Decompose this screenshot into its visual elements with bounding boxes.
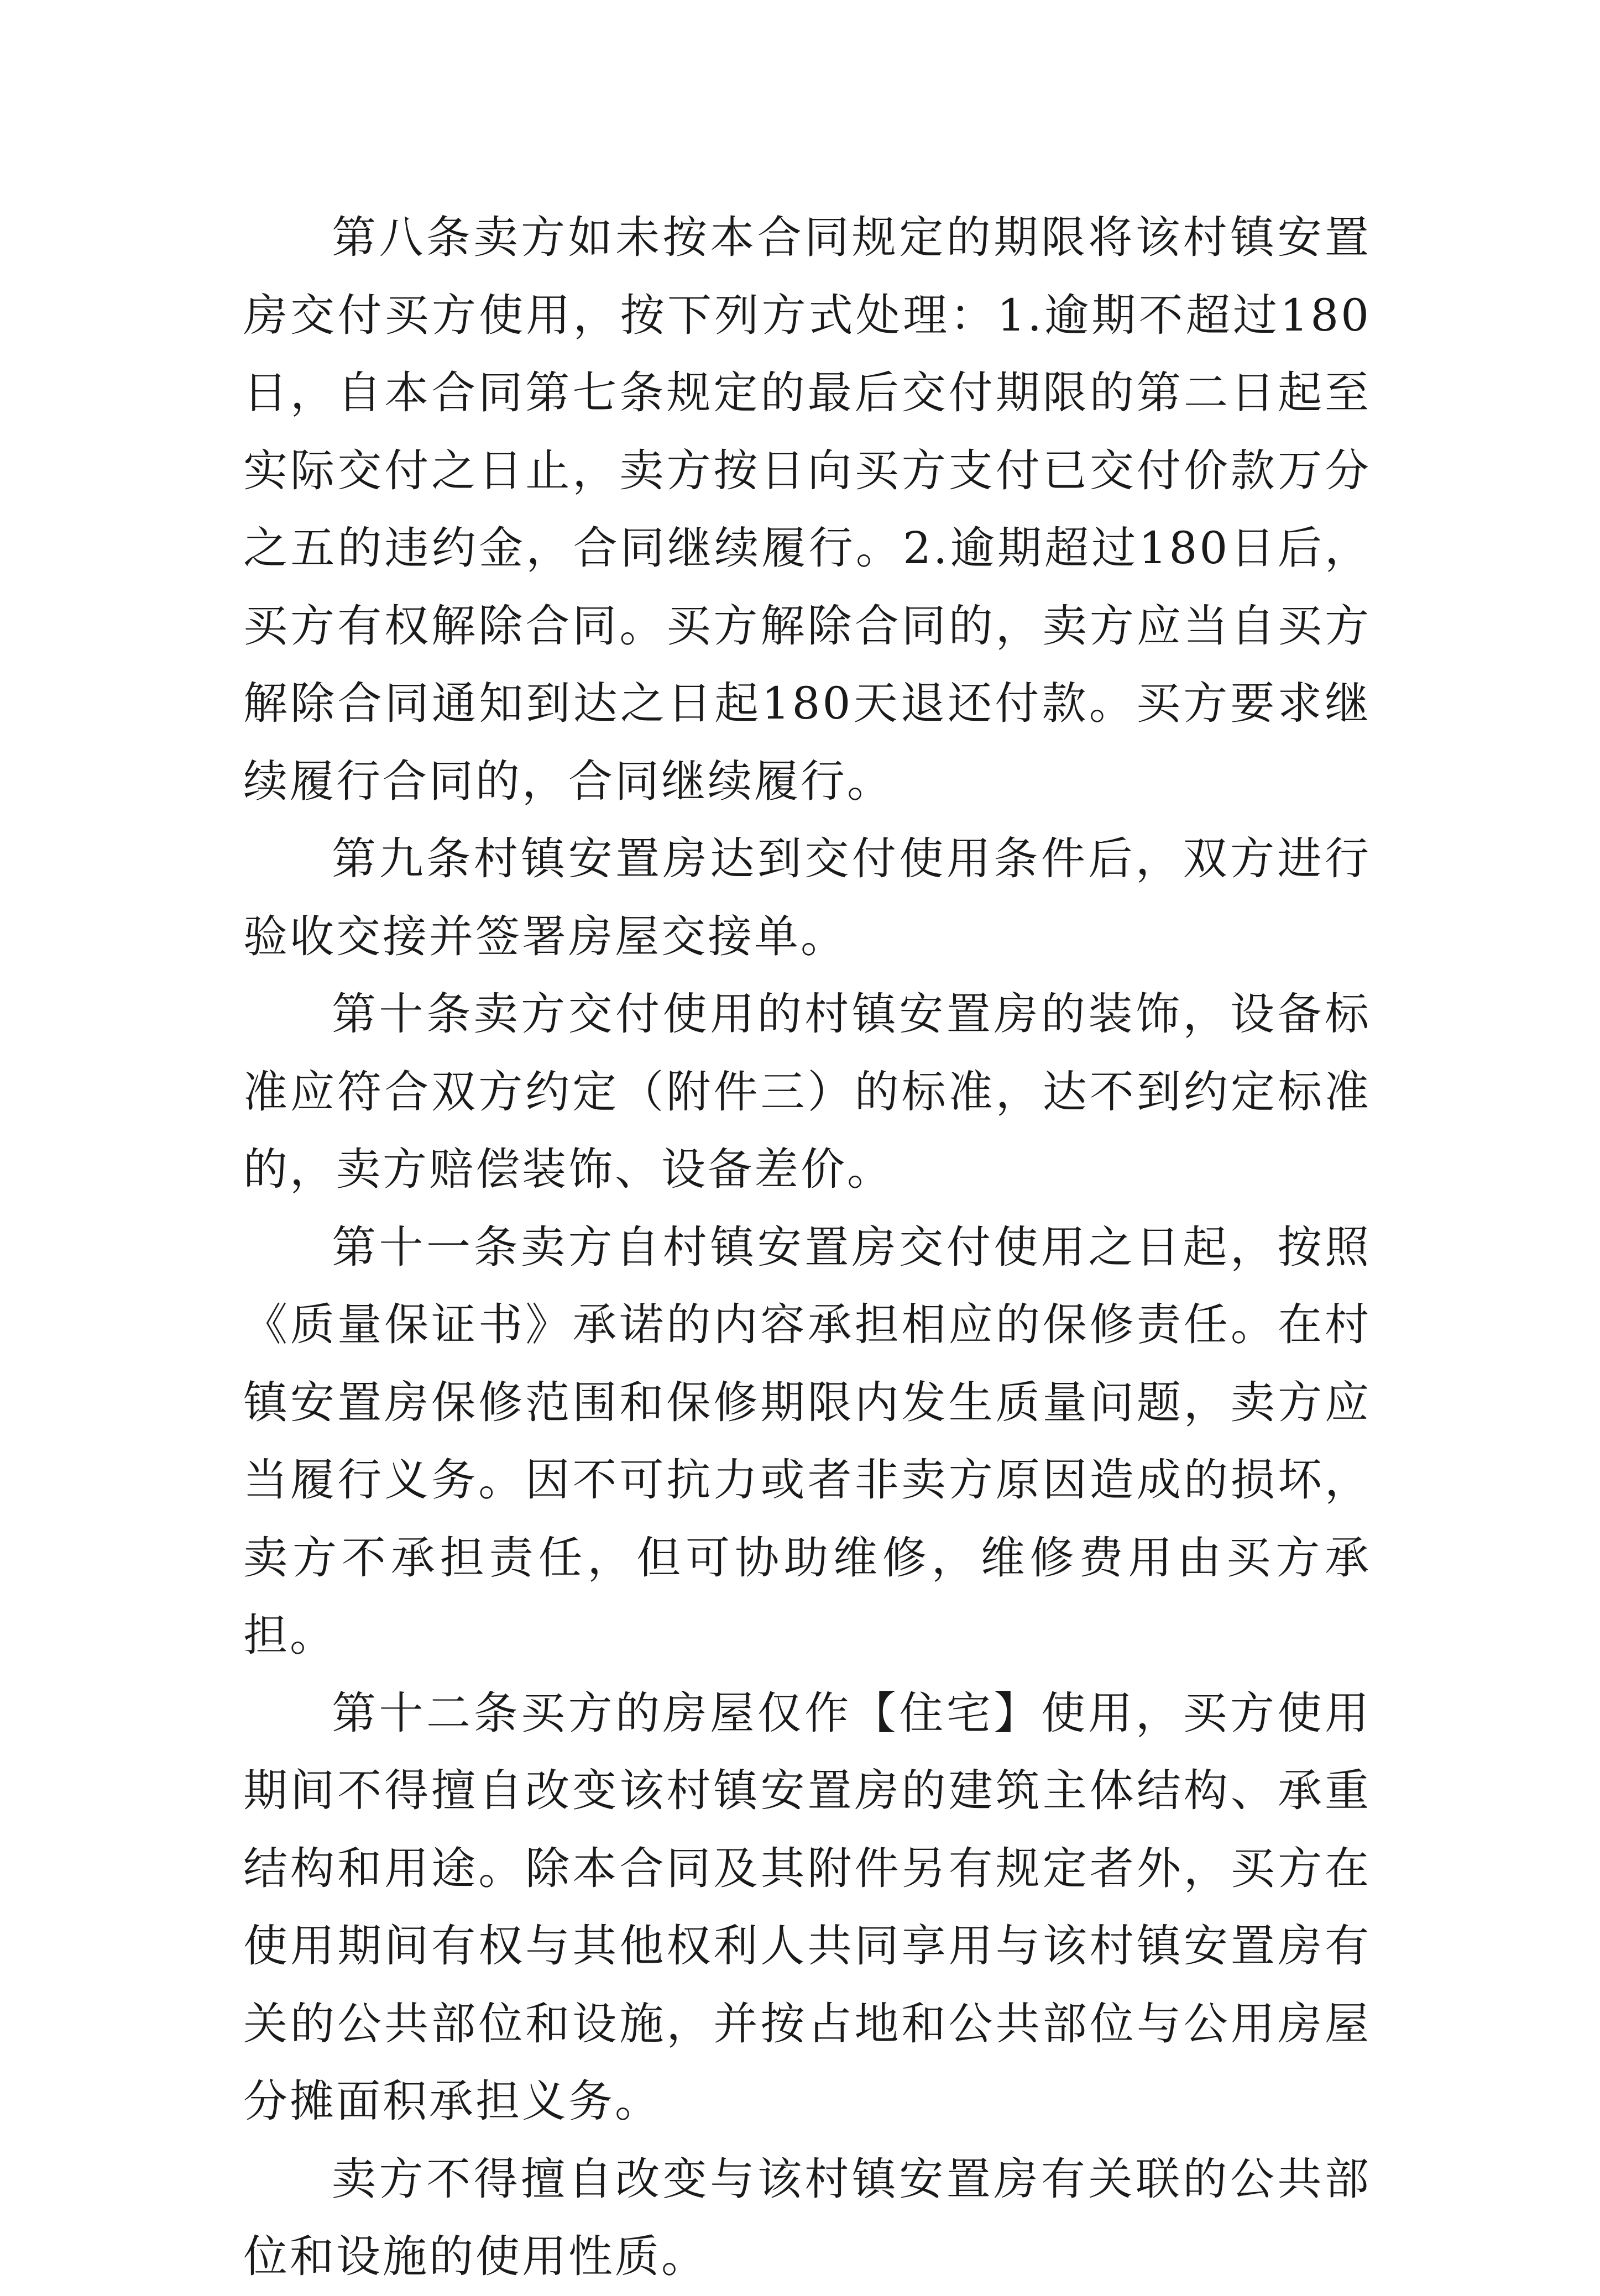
paragraph-article-12-seller-clause: 卖方不得擅自改变与该村镇安置房有关联的公共部位和设施的使用性质。 xyxy=(243,2153,1371,2282)
paragraph-article-10: 第十条卖方交付使用的村镇安置房的装饰，设备标准应符合双方约定（附件三）的标准，达不到约定标准的，卖方赔偿装饰、设备差价。 xyxy=(243,988,1371,1195)
paragraph-article-8: 第八条卖方如未按本合同规定的期限将该村镇安置房交付买方使用，按下列方式处理：1.逾期不超过180日，自本合同第七条规定的最后交付期限的第二日起至实际交付之日止，卖方按日向买方支付已交付价款万分之五的违约金，合同继续履行。2.逾期超过180日后，买方有权解除合同。买方解除合同的，卖方应当自买方解除合同通知到达之日起180天退还付款。买方要求继续履行合同的，合同继续履行。 xyxy=(243,212,1371,807)
document-body xyxy=(243,199,1371,2296)
paragraph-article-11: 第十一条卖方自村镇安置房交付使用之日起，按照《质量保证书》承诺的内容承担相应的保修责任。在村镇安置房保修范围和保修期限内发生质量问题，卖方应当履行义务。因不可抗力或者非卖方原因造成的损坏，卖方不承担责任，但可协助维修，维修费用由买方承担。 xyxy=(243,1221,1371,1661)
paragraph-article-12: 第十二条买方的房屋仅作【住宅】使用，买方使用期间不得擅自改变该村镇安置房的建筑主体结构、承重结构和用途。除本合同及其附件另有规定者外，买方在使用期间有权与其他权利人共同享用与该村镇安置房有关的公共部位和设施，并按占地和公共部位与公用房屋分摊面积承担义务。 xyxy=(243,1687,1371,2127)
paragraph-article-9: 第九条村镇安置房达到交付使用条件后，双方进行验收交接并签署房屋交接单。 xyxy=(243,833,1371,962)
